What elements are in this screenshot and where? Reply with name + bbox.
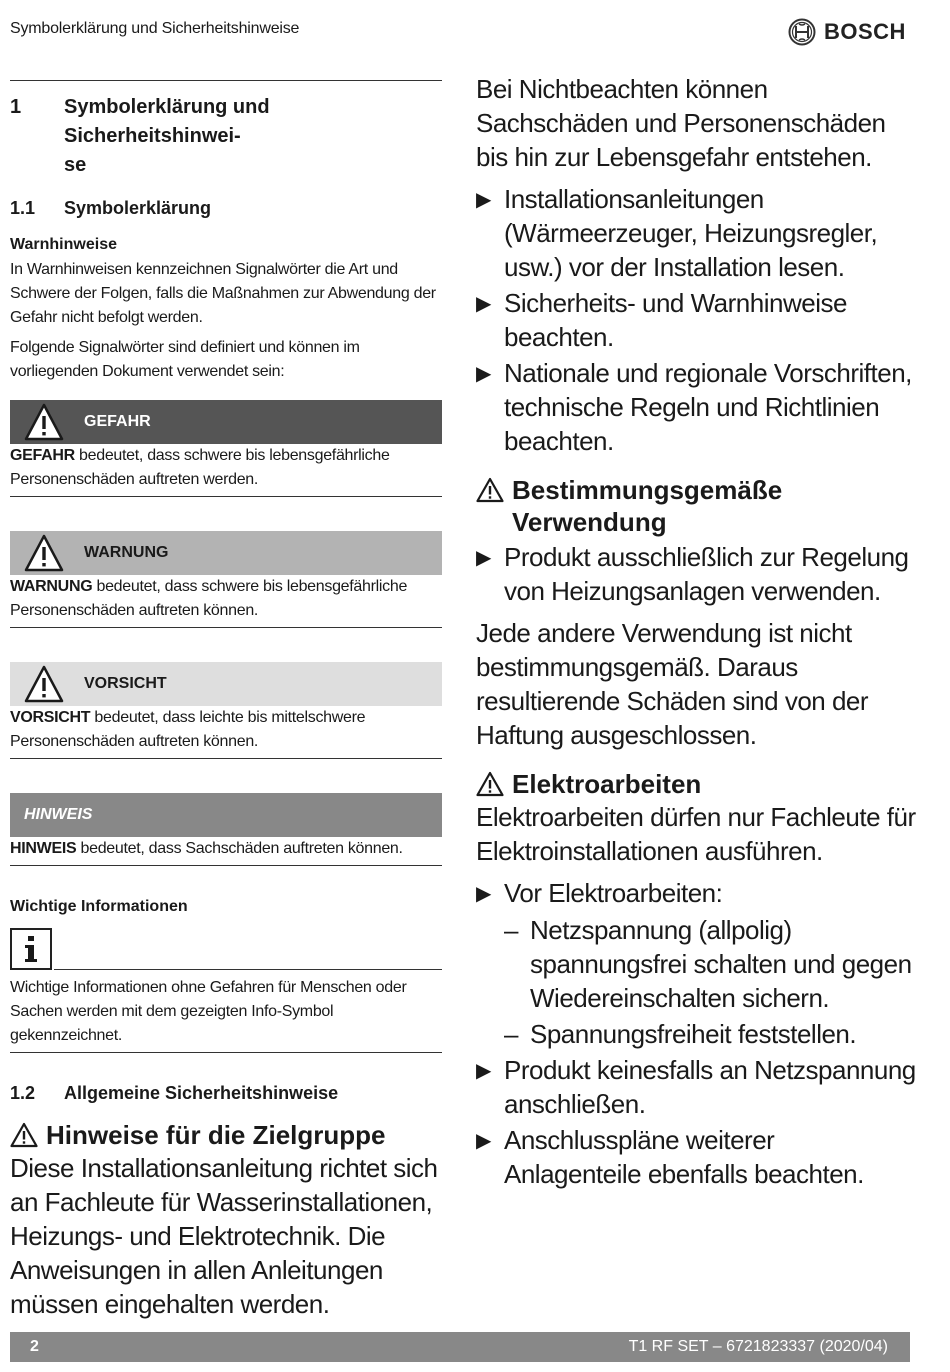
warning-triangle-icon (10, 1122, 38, 1148)
section-heading-1-1 (10, 196, 442, 220)
danger-text: bedeutet, dass schwere bis lebensgefährliche Personenschäden auftreten werden. (10, 447, 390, 488)
section-title-line-2: se (64, 154, 87, 176)
notice-term: HINWEIS (10, 840, 77, 857)
warnhinweise-heading: Warnhinweise (10, 236, 117, 253)
arrow-right-icon: ▶ (476, 1130, 491, 1152)
warning-triangle-icon (24, 533, 64, 573)
section-rule (10, 80, 442, 81)
warning-triangle-icon (24, 402, 64, 442)
list-item-text: Sicherheits- und Warnhinweise beachten. (504, 288, 847, 352)
notice-text: bedeutet, dass Sachschäden auftreten können. (76, 840, 403, 857)
sub-list-item-text: Netzspannung (allpolig) spannungsfrei schalten und gegen Wiedereinschalten sichern. (530, 915, 912, 1013)
list-item-text: Nationale und regionale Vorschriften, technische Regeln und Richtlinien beachten. (504, 358, 912, 456)
dash-marker: – (504, 1019, 518, 1049)
danger-term: GEFAHR (10, 447, 75, 464)
danger-description (10, 444, 442, 497)
list-item-text: Produkt keinesfalls an Netzspannung anschließen. (504, 1055, 916, 1119)
info-text: Wichtige Informationen ohne Gefahren für Menschen oder Sachen werden mit dem gezeigten Info-Symbol gekennzeichnet. (10, 976, 442, 1053)
warning-description (10, 575, 442, 628)
page-footer (10, 1332, 910, 1362)
document-reference: T1 RF SET – 6721823337 (2020/04) (628, 1338, 888, 1355)
list-item (476, 876, 916, 911)
list-item-text: Vor Elektroarbeiten: (504, 878, 723, 908)
zielgruppe-text: Diese Installationsanleitung richtet sich an Fachleute für Wasserinstallationen, Heizungs- und Elektrotechnik. Die Anweisungen in allen Anleitungen müssen eingehalten werden. (10, 1153, 438, 1319)
dash-marker: – (504, 915, 518, 945)
warnhinweise-paragraph-2: Folgende Signalwörter sind definiert und können im vorliegenden Dokument verwendet sein: (10, 339, 360, 380)
elektro-title: Elektroarbeiten (512, 769, 702, 799)
caution-text: bedeutet, dass leichte bis mittelschwere Personenschäden auftreten können. (10, 709, 366, 750)
bestimmung-heading (476, 474, 916, 538)
list-item (476, 356, 916, 458)
section-title (64, 93, 442, 180)
list-item-text: Installationsanleitungen (Wärmeerzeuger, Heizungsregler, usw.) vor der Installation lesen. (504, 184, 878, 282)
warning-label: WARNUNG (84, 544, 169, 561)
arrow-right-icon: ▶ (476, 293, 491, 315)
caution-bar (10, 662, 442, 706)
bestimmung-title: Bestimmungsgemäße Verwendung (512, 475, 783, 537)
arrow-right-icon: ▶ (476, 1060, 491, 1082)
brand-logo (788, 16, 912, 48)
elektro-text: Elektroarbeiten dürfen nur Fachleute für Elektroinstallationen ausführen. (476, 802, 916, 866)
info-symbol-row (10, 928, 442, 970)
list-item-text: Produkt ausschließlich zur Regelung von Heizungsanlagen verwenden. (504, 542, 909, 606)
arrow-right-icon: ▶ (476, 883, 491, 905)
caution-description (10, 706, 442, 759)
notice-box (10, 793, 442, 866)
danger-warning-box (10, 400, 442, 497)
info-heading: Wichtige Informationen (10, 898, 188, 915)
info-glyph (23, 935, 39, 963)
list-item (476, 540, 916, 608)
list-item (476, 1053, 916, 1121)
warnhinweise-paragraph-1: In Warnhinweisen kennzeichnen Signalwörter die Art und Schwere der Folgen, falls die Maßnahmen zur Abwendung der Gefahr nicht befolgt werden. (10, 261, 436, 326)
warning-bar (10, 531, 442, 575)
info-rule (54, 969, 442, 970)
notice-bar (10, 793, 442, 837)
warning-text: bedeutet, dass schwere bis lebensgefährliche Personenschäden auftreten können. (10, 578, 408, 619)
section-heading-1 (10, 93, 442, 180)
arrow-right-icon: ▶ (476, 189, 491, 211)
warning-triangle-icon (476, 477, 504, 503)
section-title-line-1: Symbolerklärung und Sicherheitshinwei- (64, 96, 270, 147)
sub-list-item (504, 1017, 916, 1051)
sub-list-item-text: Spannungsfreiheit feststellen. (530, 1019, 857, 1049)
sub-list-item (504, 913, 916, 1015)
warning-term: WARNUNG (10, 578, 93, 595)
intro-text: Bei Nichtbeachten können Sachschäden und Personenschäden bis hin zur Lebensgefahr entstehen. (476, 74, 886, 172)
section-title: Allgemeine Sicherheitshinweise (64, 1083, 339, 1103)
bestimmung-text: Jede andere Verwendung ist nicht bestimmungsgemäß. Daraus resultierende Schäden sind von der Haftung ausgeschlossen. (476, 618, 869, 750)
section-title: Symbolerklärung (64, 198, 212, 218)
bosch-armature-icon (788, 18, 816, 46)
danger-label: GEFAHR (84, 413, 151, 430)
warning-triangle-icon (476, 771, 504, 797)
notice-description (10, 837, 442, 866)
running-header: Symbolerklärung und Sicherheitshinweise (10, 20, 300, 37)
zielgruppe-heading (10, 1119, 442, 1151)
list-item (476, 286, 916, 354)
notice-label: HINWEIS (24, 806, 93, 823)
danger-bar (10, 400, 442, 444)
warning-box (10, 531, 442, 628)
left-column (10, 80, 442, 1321)
page-number: 2 (30, 1338, 39, 1355)
list-item (476, 182, 916, 284)
section-number: 1.2 (10, 1083, 36, 1103)
section-number: 1.1 (10, 198, 36, 218)
arrow-right-icon: ▶ (476, 547, 491, 569)
right-column (476, 72, 916, 1191)
brand-name: BOSCH (824, 19, 906, 44)
arrow-right-icon: ▶ (476, 363, 491, 385)
list-item-text: Anschlusspläne weiterer Anlagenteile ebenfalls beachten. (504, 1125, 864, 1189)
zielgruppe-title: Hinweise für die Zielgruppe (46, 1120, 386, 1150)
elektro-heading (476, 768, 916, 800)
caution-box (10, 662, 442, 759)
caution-label: VORSICHT (84, 675, 167, 692)
warning-triangle-icon (24, 664, 64, 704)
caution-term: VORSICHT (10, 709, 91, 726)
section-number: 1 (10, 96, 22, 118)
list-item (476, 1123, 916, 1191)
section-heading-1-2 (10, 1081, 442, 1105)
info-icon (10, 928, 52, 970)
